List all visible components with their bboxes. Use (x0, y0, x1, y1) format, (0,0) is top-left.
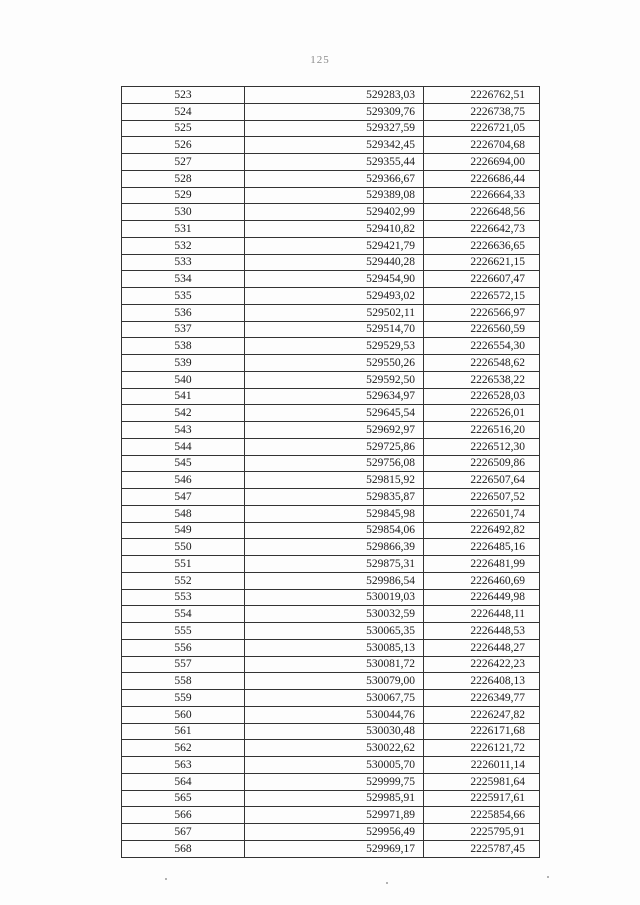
point-number-cell: 527 (122, 154, 245, 171)
point-number-cell: 560 (122, 706, 245, 723)
table-row (122, 572, 540, 589)
point-number-cell: 564 (122, 773, 245, 790)
table-row (122, 187, 540, 204)
x-coordinate-cell: 529854,06 (245, 522, 424, 539)
scan-speck (386, 882, 388, 884)
x-coordinate-cell: 530019,03 (245, 589, 424, 606)
point-number-cell: 553 (122, 589, 245, 606)
x-coordinate-cell: 529986,54 (245, 572, 424, 589)
point-number-cell: 537 (122, 321, 245, 338)
x-coordinate-cell: 529502,11 (245, 304, 424, 321)
y-coordinate-cell: 2225854,66 (424, 807, 540, 824)
point-number-cell: 558 (122, 673, 245, 690)
x-coordinate-cell: 530032,59 (245, 606, 424, 623)
y-coordinate-cell: 2226507,52 (424, 489, 540, 506)
y-coordinate-cell: 2226548,62 (424, 355, 540, 372)
x-coordinate-cell: 529985,91 (245, 790, 424, 807)
y-coordinate-cell: 2226572,15 (424, 288, 540, 305)
table-row (122, 204, 540, 221)
point-number-cell: 534 (122, 271, 245, 288)
table-row (122, 807, 540, 824)
x-coordinate-cell: 530079,00 (245, 673, 424, 690)
table-row (122, 237, 540, 254)
y-coordinate-cell: 2226512,30 (424, 438, 540, 455)
x-coordinate-cell: 529634,97 (245, 388, 424, 405)
y-coordinate-cell: 2226607,47 (424, 271, 540, 288)
x-coordinate-cell: 529969,17 (245, 840, 424, 857)
x-coordinate-cell: 530065,35 (245, 623, 424, 640)
y-coordinate-cell: 2226422,23 (424, 656, 540, 673)
x-coordinate-cell: 529866,39 (245, 539, 424, 556)
point-number-cell: 562 (122, 740, 245, 757)
table-row (122, 522, 540, 539)
point-number-cell: 557 (122, 656, 245, 673)
point-number-cell: 552 (122, 572, 245, 589)
table-row (122, 321, 540, 338)
y-coordinate-cell: 2226121,72 (424, 740, 540, 757)
y-coordinate-cell: 2226349,77 (424, 690, 540, 707)
x-coordinate-cell: 529725,86 (245, 438, 424, 455)
point-number-cell: 566 (122, 807, 245, 824)
table-row (122, 271, 540, 288)
x-coordinate-cell: 529845,98 (245, 505, 424, 522)
point-number-cell: 543 (122, 422, 245, 439)
point-number-cell: 567 (122, 824, 245, 841)
y-coordinate-cell: 2226460,69 (424, 572, 540, 589)
y-coordinate-cell: 2226704,68 (424, 137, 540, 154)
table-row (122, 589, 540, 606)
y-coordinate-cell: 2226566,97 (424, 304, 540, 321)
x-coordinate-cell: 529410,82 (245, 221, 424, 238)
table-row (122, 170, 540, 187)
point-number-cell: 546 (122, 472, 245, 489)
table-row (122, 438, 540, 455)
x-coordinate-cell: 529327,59 (245, 120, 424, 137)
table-row (122, 740, 540, 757)
y-coordinate-cell: 2226485,16 (424, 539, 540, 556)
point-number-cell: 547 (122, 489, 245, 506)
table-row (122, 623, 540, 640)
point-number-cell: 529 (122, 187, 245, 204)
point-number-cell: 536 (122, 304, 245, 321)
y-coordinate-cell: 2226526,01 (424, 405, 540, 422)
table-row (122, 120, 540, 137)
table-row (122, 103, 540, 120)
table-row (122, 656, 540, 673)
point-number-cell: 556 (122, 639, 245, 656)
table-row (122, 405, 540, 422)
x-coordinate-cell: 530067,75 (245, 690, 424, 707)
x-coordinate-cell: 529999,75 (245, 773, 424, 790)
y-coordinate-cell: 2226528,03 (424, 388, 540, 405)
point-number-cell: 559 (122, 690, 245, 707)
table-row (122, 757, 540, 774)
y-coordinate-cell: 2226507,64 (424, 472, 540, 489)
y-coordinate-cell: 2226560,59 (424, 321, 540, 338)
x-coordinate-cell: 529645,54 (245, 405, 424, 422)
point-number-cell: 533 (122, 254, 245, 271)
point-number-cell: 545 (122, 455, 245, 472)
x-coordinate-cell: 530044,76 (245, 706, 424, 723)
y-coordinate-cell: 2226449,98 (424, 589, 540, 606)
table-row (122, 723, 540, 740)
table-row (122, 690, 540, 707)
y-coordinate-cell: 2226448,53 (424, 623, 540, 640)
table-row (122, 706, 540, 723)
x-coordinate-cell: 529875,31 (245, 556, 424, 573)
scan-speck (547, 876, 549, 878)
x-coordinate-cell: 529835,87 (245, 489, 424, 506)
y-coordinate-cell: 2226664,33 (424, 187, 540, 204)
table-row (122, 221, 540, 238)
table-row (122, 824, 540, 841)
table-row (122, 489, 540, 506)
y-coordinate-cell: 2226538,22 (424, 371, 540, 388)
y-coordinate-cell: 2226481,99 (424, 556, 540, 573)
table-row (122, 137, 540, 154)
table-row (122, 371, 540, 388)
point-number-cell: 568 (122, 840, 245, 857)
table-row (122, 673, 540, 690)
point-number-cell: 530 (122, 204, 245, 221)
y-coordinate-cell: 2225795,91 (424, 824, 540, 841)
point-number-cell: 524 (122, 103, 245, 120)
x-coordinate-cell: 529366,67 (245, 170, 424, 187)
x-coordinate-cell: 530022,62 (245, 740, 424, 757)
y-coordinate-cell: 2226762,51 (424, 87, 540, 104)
y-coordinate-cell: 2226501,74 (424, 505, 540, 522)
x-coordinate-cell: 529309,76 (245, 103, 424, 120)
x-coordinate-cell: 529389,08 (245, 187, 424, 204)
table-row (122, 338, 540, 355)
x-coordinate-cell: 529493,02 (245, 288, 424, 305)
point-number-cell: 554 (122, 606, 245, 623)
y-coordinate-cell: 2226448,11 (424, 606, 540, 623)
table-row (122, 840, 540, 857)
table-row (122, 639, 540, 656)
point-number-cell: 542 (122, 405, 245, 422)
x-coordinate-cell: 529956,49 (245, 824, 424, 841)
x-coordinate-cell: 529421,79 (245, 237, 424, 254)
y-coordinate-cell: 2225917,61 (424, 790, 540, 807)
point-number-cell: 526 (122, 137, 245, 154)
table-row (122, 556, 540, 573)
x-coordinate-cell: 529592,50 (245, 371, 424, 388)
point-number-cell: 538 (122, 338, 245, 355)
point-number-cell: 548 (122, 505, 245, 522)
x-coordinate-cell: 529402,99 (245, 204, 424, 221)
y-coordinate-cell: 2226648,56 (424, 204, 540, 221)
table-row (122, 472, 540, 489)
y-coordinate-cell: 2226721,05 (424, 120, 540, 137)
table-row (122, 304, 540, 321)
point-number-cell: 551 (122, 556, 245, 573)
x-coordinate-cell: 529355,44 (245, 154, 424, 171)
point-number-cell: 561 (122, 723, 245, 740)
point-number-cell: 563 (122, 757, 245, 774)
point-number-cell: 541 (122, 388, 245, 405)
table-row (122, 606, 540, 623)
table-row (122, 539, 540, 556)
point-number-cell: 523 (122, 87, 245, 104)
table-row (122, 388, 540, 405)
point-number-cell: 565 (122, 790, 245, 807)
point-number-cell: 525 (122, 120, 245, 137)
x-coordinate-cell: 529342,45 (245, 137, 424, 154)
point-number-cell: 540 (122, 371, 245, 388)
coordinates-table (121, 86, 540, 858)
y-coordinate-cell: 2226636,65 (424, 237, 540, 254)
x-coordinate-cell: 529971,89 (245, 807, 424, 824)
x-coordinate-cell: 530081,72 (245, 656, 424, 673)
table-row (122, 422, 540, 439)
x-coordinate-cell: 529514,70 (245, 321, 424, 338)
table-row (122, 505, 540, 522)
table-row (122, 288, 540, 305)
y-coordinate-cell: 2226686,44 (424, 170, 540, 187)
y-coordinate-cell: 2226621,15 (424, 254, 540, 271)
x-coordinate-cell: 529756,08 (245, 455, 424, 472)
y-coordinate-cell: 2225981,64 (424, 773, 540, 790)
y-coordinate-cell: 2226408,13 (424, 673, 540, 690)
table-row (122, 87, 540, 104)
table-row (122, 790, 540, 807)
table-row (122, 773, 540, 790)
point-number-cell: 528 (122, 170, 245, 187)
x-coordinate-cell: 529440,28 (245, 254, 424, 271)
y-coordinate-cell: 2226011,14 (424, 757, 540, 774)
table-row (122, 154, 540, 171)
x-coordinate-cell: 529454,90 (245, 271, 424, 288)
x-coordinate-cell: 530005,70 (245, 757, 424, 774)
page-number: 125 (310, 54, 330, 66)
coordinates-table-body (122, 87, 540, 858)
y-coordinate-cell: 2226694,00 (424, 154, 540, 171)
y-coordinate-cell: 2226247,82 (424, 706, 540, 723)
scan-marks (0, 876, 640, 886)
x-coordinate-cell: 530030,48 (245, 723, 424, 740)
point-number-cell: 555 (122, 623, 245, 640)
point-number-cell: 531 (122, 221, 245, 238)
table-row (122, 254, 540, 271)
y-coordinate-cell: 2226171,68 (424, 723, 540, 740)
table-row (122, 355, 540, 372)
x-coordinate-cell: 529283,03 (245, 87, 424, 104)
x-coordinate-cell: 529550,26 (245, 355, 424, 372)
x-coordinate-cell: 529692,97 (245, 422, 424, 439)
y-coordinate-cell: 2225787,45 (424, 840, 540, 857)
scan-speck (165, 878, 167, 880)
point-number-cell: 532 (122, 237, 245, 254)
point-number-cell: 535 (122, 288, 245, 305)
x-coordinate-cell: 529815,92 (245, 472, 424, 489)
y-coordinate-cell: 2226509,86 (424, 455, 540, 472)
y-coordinate-cell: 2226738,75 (424, 103, 540, 120)
point-number-cell: 544 (122, 438, 245, 455)
y-coordinate-cell: 2226554,30 (424, 338, 540, 355)
point-number-cell: 550 (122, 539, 245, 556)
point-number-cell: 549 (122, 522, 245, 539)
y-coordinate-cell: 2226516,20 (424, 422, 540, 439)
y-coordinate-cell: 2226492,82 (424, 522, 540, 539)
x-coordinate-cell: 529529,53 (245, 338, 424, 355)
point-number-cell: 539 (122, 355, 245, 372)
table-row (122, 455, 540, 472)
y-coordinate-cell: 2226642,73 (424, 221, 540, 238)
y-coordinate-cell: 2226448,27 (424, 639, 540, 656)
x-coordinate-cell: 530085,13 (245, 639, 424, 656)
